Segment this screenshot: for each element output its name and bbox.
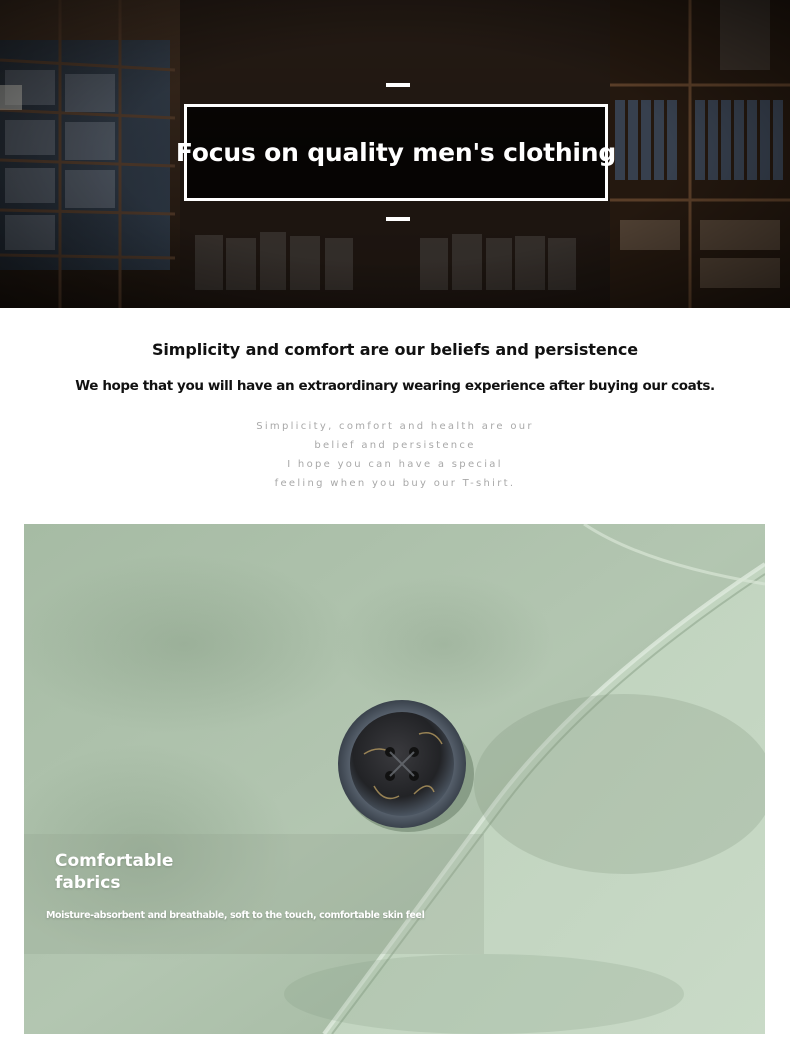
feature-title-line1: Comfortable bbox=[55, 851, 174, 871]
feature-description: Moisture-absorbent and breathable, soft to the touch, comfortable skin feel bbox=[46, 910, 425, 921]
hero-title-box bbox=[175, 104, 617, 201]
hero-title: Focus on quality men's clothing bbox=[175, 138, 617, 167]
intro-faint-text bbox=[0, 417, 790, 493]
hero-banner bbox=[0, 0, 790, 308]
intro-section bbox=[0, 308, 790, 524]
bottom-dash-decoration bbox=[386, 217, 410, 221]
intro-subheading: We hope that you will have an extraordinary wearing experience after buying our coats. bbox=[75, 378, 715, 394]
intro-heading: Simplicity and comfort are our beliefs and persistence bbox=[151, 340, 639, 359]
faint-line: feeling when you buy our T-shirt. bbox=[274, 478, 516, 489]
fabric-photo bbox=[24, 524, 765, 1034]
feature-title bbox=[55, 850, 173, 894]
faint-line: belief and persistence bbox=[314, 440, 476, 451]
top-dash-decoration bbox=[386, 83, 410, 87]
faint-line: I hope you can have a special bbox=[287, 459, 503, 470]
fabric-closeup-image bbox=[24, 524, 765, 1034]
feature-title-line2: fabrics bbox=[55, 873, 121, 893]
faint-line: Simplicity, comfort and health are our bbox=[256, 421, 534, 432]
